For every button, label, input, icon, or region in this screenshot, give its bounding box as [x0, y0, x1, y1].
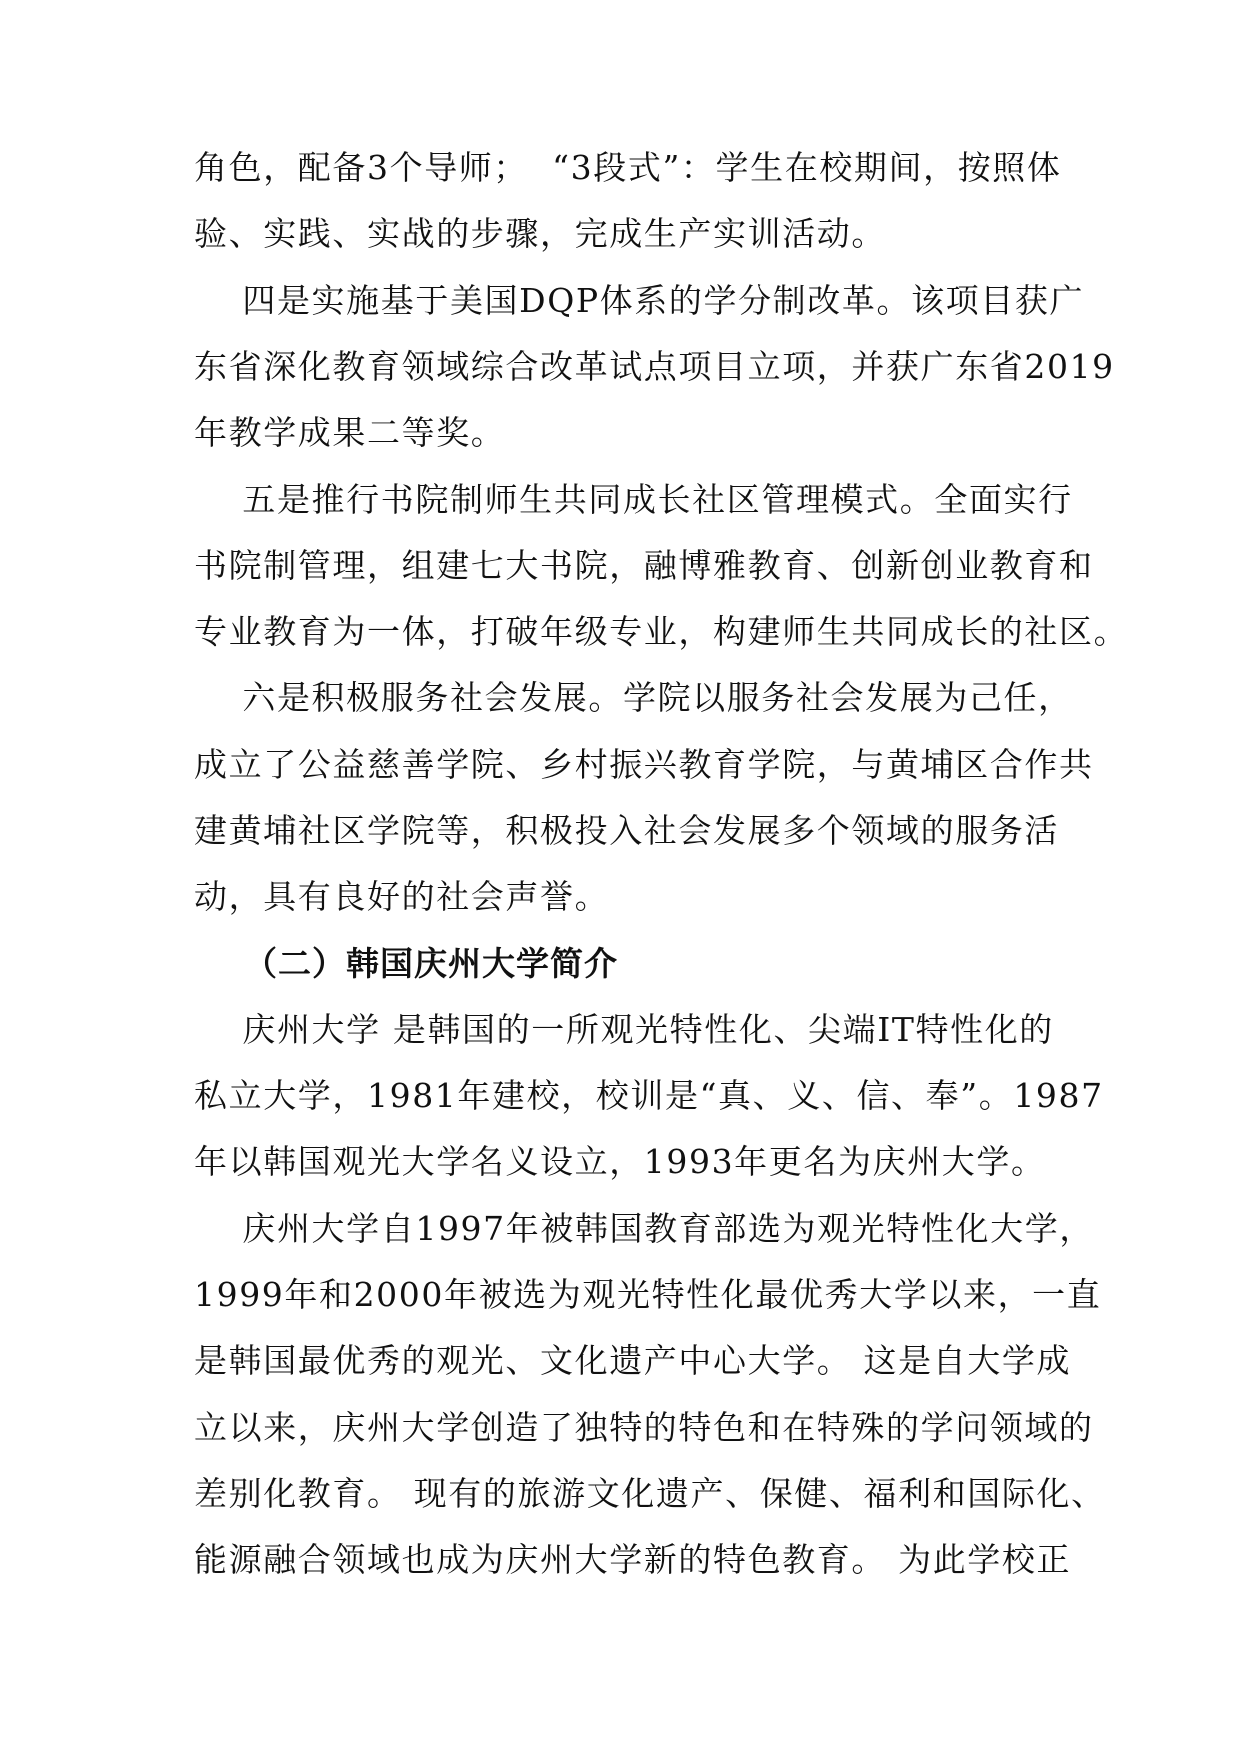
text-line: 1999年和2000年被选为观光特性化最优秀大学以来，一直: [194, 1275, 1102, 1314]
text-line: 年以韩国观光大学名义设立，1993年更名为庆州大学。: [194, 1142, 1046, 1181]
text-line: 专业教育为一体，打破年级专业，构建师生共同成长的社区。: [194, 612, 1129, 651]
text-line: 建黄埔社区学院等，积极投入社会发展多个领域的服务活: [194, 811, 1059, 850]
text-line: 是韩国最优秀的观光、文化遗产中心大学。 这是自大学成: [194, 1341, 1072, 1380]
paragraph-start-line: 庆州大学 是韩国的一所观光特性化、尖端IT特性化的: [194, 1010, 1054, 1049]
paragraph-start-line: 五是推行书院制师生共同成长社区管理模式。全面实行: [194, 480, 1073, 519]
text-line: 东省深化教育领域综合改革试点项目立项，并获广东省2019: [194, 347, 1115, 386]
text-line: 年教学成果二等奖。: [194, 413, 506, 452]
text-line: 私立大学，1981年建校，校训是“真、义、信、奉”。1987: [194, 1076, 1104, 1115]
text-line: 角色，配备3个导师； “3段式”：学生在校期间，按照体: [194, 148, 1062, 187]
text-line: 立以来，庆州大学创造了独特的特色和在特殊的学问领域的: [194, 1408, 1094, 1447]
paragraph-start-line: 六是积极服务社会发展。学院以服务社会发展为己任，: [194, 678, 1073, 717]
section-heading: （二）韩国庆州大学简介: [194, 944, 618, 983]
text-line: 验、实践、实战的步骤，完成生产实训活动。: [194, 214, 886, 253]
paragraph-start-line: 庆州大学自1997年被韩国教育部选为观光特性化大学，: [194, 1209, 1094, 1248]
text-line: 书院制管理，组建七大书院，融博雅教育、创新创业教育和: [194, 546, 1094, 585]
text-line: 差别化教育。 现有的旅游文化遗产、保健、福利和国际化、: [194, 1474, 1106, 1513]
text-line: 能源融合领域也成为庆州大学新的特色教育。 为此学校正: [194, 1540, 1072, 1579]
text-line: 成立了公益慈善学院、乡村振兴教育学院，与黄埔区合作共: [194, 745, 1094, 784]
paragraph-start-line: 四是实施基于美国DQP体系的学分制改革。该项目获广: [194, 281, 1085, 320]
text-line: 动，具有良好的社会声誉。: [194, 877, 610, 916]
